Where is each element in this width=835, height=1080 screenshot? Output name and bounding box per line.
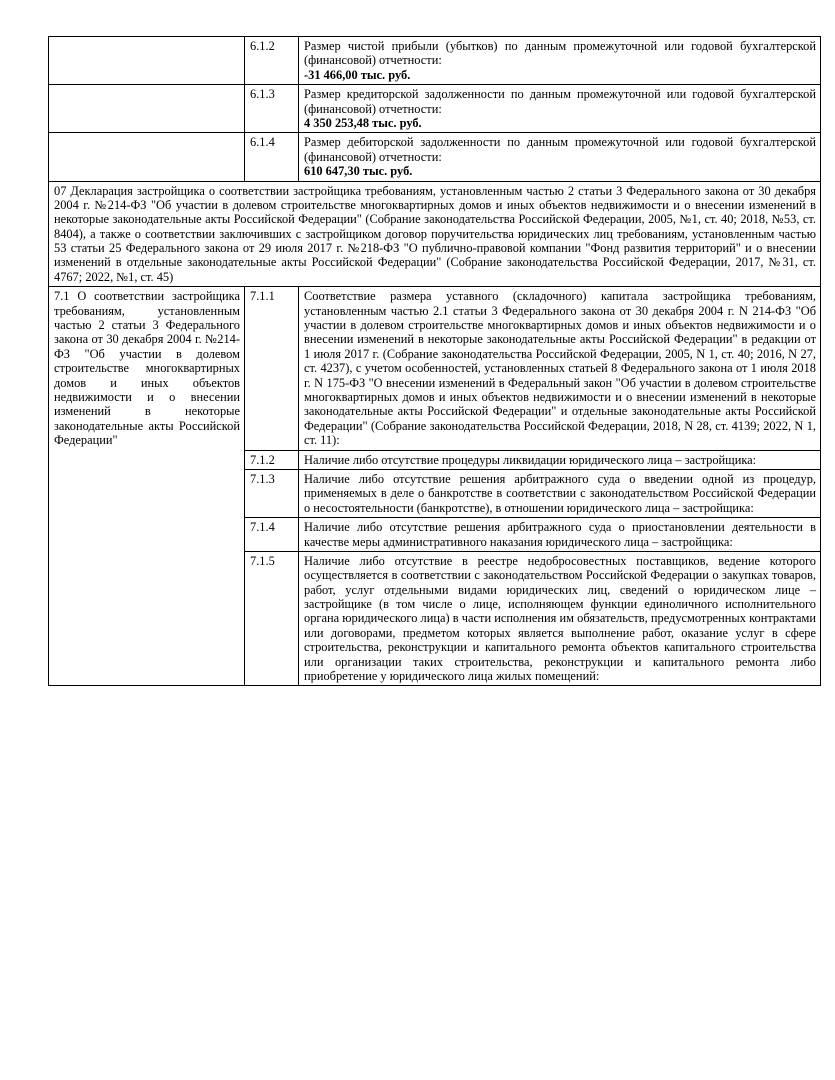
table-row <box>49 37 821 85</box>
row-code-cell: 7.1.3 <box>245 469 299 517</box>
declaration-table <box>48 36 821 686</box>
row-code-cell: 6.1.4 <box>245 133 299 181</box>
row-code-cell: 6.1.3 <box>245 85 299 133</box>
row-value: 610 647,30 тыс. руб. <box>304 164 413 179</box>
row-content-cell: Наличие либо отсутствие решения арбитражного суда о приостановлении деятельности в качестве меры административного наказания юридического лица – застройщика: <box>299 518 821 552</box>
row-content-cell: Соответствие размера уставного (складочного) капитала застройщика требованиям, установленным частью 2.1 статьи 3 Федерального закона от 30 декабря 2004 г. N 214-ФЗ "Об участии в долевом строительстве многоквартирных домов и иных объектов недвижимости и о внесении изменений в некоторые законодательные акты Российской Федерации" в редакции от 1 июля 2017 г. (Собрание законодательства Российской Федерации, 2005, N 1, ст. 40; 2016, N 27, ст. 4237), с учетом особенностей, установленных статьей 8 Федерального закона от 1 июля 2018 г. N 175-ФЗ "О внесении изменений в Федеральный закон "Об участии в долевом строительстве многоквартирных домов и иных объектов недвижимости и о внесении изменений в некоторые законодательные акты Российской Федерации" и отдельные законодательные акты Российской Федерации" (Собрание законодательства Российской Федерации, 2018, N 28, ст. 4139; 2022, N 1, ст. 11): <box>299 287 821 450</box>
row-value: 4 350 253,48 тыс. руб. <box>304 115 422 130</box>
row-label-cell <box>49 85 245 133</box>
table-row <box>49 85 821 133</box>
section-row <box>49 181 821 287</box>
row-content-cell: Наличие либо отсутствие решения арбитражного суда о введении одной из процедур, применяемых в деле о банкротстве в соответствии с законодательством Российской Федерации о несостоятельности (банкротстве), в отношении юридического лица – застройщика: <box>299 469 821 517</box>
row-content-cell <box>299 85 821 133</box>
block-71-label: 7.1 О соответствии застройщика требованиям, установленным частью 2 статьи 3 Федерального закона от 30 декабря 2004 г. №214-ФЗ "Об участии в долевом строительстве многоквартирных домов и иных объектов недвижимости и о внесении изменений в некоторые законодательные акты Российской Федерации" <box>49 287 245 686</box>
row-code-cell: 7.1.2 <box>245 450 299 469</box>
section-07-text: 07 Декларация застройщика о соответствии застройщика требованиям, установленным частью 2 статьи 3 Федерального закона от 30 декабря 2004 г. №214-ФЗ "Об участии в долевом строительстве многоквартирных домов и иных объектов недвижимости и о внесении изменений в некоторые законодательные акты Российской Федерации" (Собрание законодательства Российской Федерации, 2005, №1, ст. 40; 2018, №53, ст. 8404), а также о соответствии заключивших с застройщиком договор поручительства юридических лиц требованиям, установленным частью 53 статьи 25 Федерального закона от 29 июля 2017 г. №218-ФЗ "О публично-правовой компании "Фонд развития территорий" и о внесении изменений в отдельные законодательные акты Российской Федерации" (Собрание законодательства Российской Федерации, 2017, №31, ст. 4767; 2022, №1, ст. 45) <box>49 181 821 287</box>
row-text: Размер дебиторской задолженности по данным промежуточной или годовой бухгалтерской (финансовой) отчетности: <box>304 135 816 164</box>
row-content-cell <box>299 37 821 85</box>
row-label-cell <box>49 133 245 181</box>
row-code-cell: 7.1.1 <box>245 287 299 450</box>
row-text: Размер чистой прибыли (убытков) по данным промежуточной или годовой бухгалтерской (финансовой) отчетности: <box>304 39 816 68</box>
table-row <box>49 287 821 450</box>
table-row <box>49 133 821 181</box>
row-content-cell: Наличие либо отсутствие процедуры ликвидации юридического лица – застройщика: <box>299 450 821 469</box>
row-code-cell: 7.1.5 <box>245 551 299 686</box>
row-content-cell: Наличие либо отсутствие в реестре недобросовестных поставщиков, ведение которого осуществляется в соответствии с законодательством Российской Федерации о закупках товаров, работ, услуг отдельными видами юридических лиц, сведений о юридическом лице – застройщике (в том числе о лице, исполняющем функции единоличного исполнительного органа юридического лица) в части исполнения им обязательств, предусмотренных контрактами или договорами, предметом которых является выполнение работ, оказание услуг в сфере строительства, реконструкции и капитального ремонта объектов капитального строительства или организации таких строительства, реконструкции и капитального ремонта либо приобретение у юридического лица жилых помещений: <box>299 551 821 686</box>
row-value: -31 466,00 тыс. руб. <box>304 67 411 82</box>
row-code-cell: 7.1.4 <box>245 518 299 552</box>
row-code-cell: 6.1.2 <box>245 37 299 85</box>
row-text: Размер кредиторской задолженности по данным промежуточной или годовой бухгалтерской (финансовой) отчетности: <box>304 87 816 116</box>
row-label-cell <box>49 37 245 85</box>
row-content-cell <box>299 133 821 181</box>
